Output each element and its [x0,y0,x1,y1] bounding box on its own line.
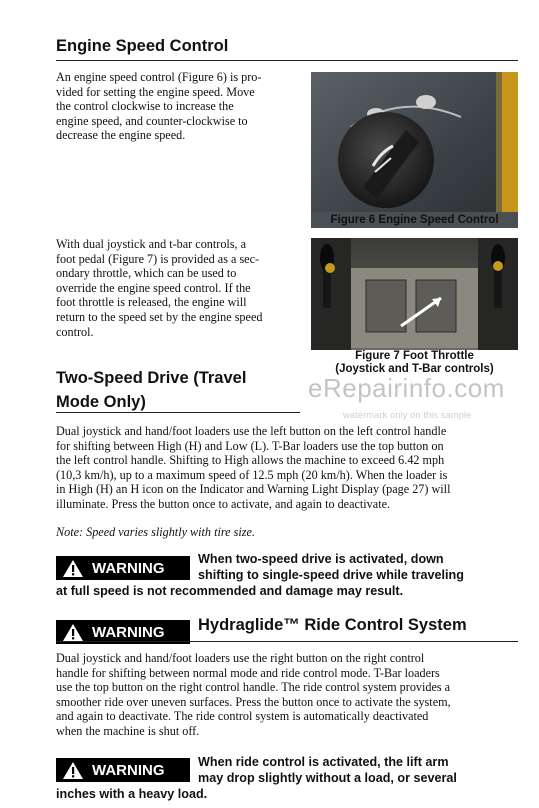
warning-line: shifting to single-speed drive while traveling [198,568,464,582]
warning-label: WARNING [92,623,165,641]
text-line: decrease the engine speed. [56,128,186,143]
text-line: illuminate. Press the button once to activate, and again to deactivate. [56,496,391,511]
section-title-hydraglide: Hydraglide™ Ride Control System [198,616,467,634]
figure-6-caption: Figure 6 Engine Speed Control [330,214,499,226]
text-line: foot throttle is released, the engine will [56,295,247,310]
figure-7-caption-line2: (Joystick and T-Bar controls) [335,363,494,375]
warning-line: inches with a heavy load. [56,787,208,801]
warning-line: at full speed is not recommended and damage may result. [56,584,404,598]
text-line: Dual joystick and hand/foot loaders use the left button on the left control handle [56,424,447,438]
text-line: Dual joystick and hand/foot loaders use the right button on the right control [56,651,425,665]
paragraph-foot-throttle [56,237,294,339]
paragraph-engine-speed [56,70,294,143]
text-line: the control clockwise to increase the [56,99,234,114]
text-line: use the top button on the right control handle. The ride control system provides a [56,680,451,695]
text-line: when the machine is shut off. [56,723,200,738]
warning-line: may drop slightly without a load, or several [198,771,457,785]
text-line: handle for shifting between normal mode and ride control mode. T-Bar loaders [56,665,440,680]
paragraph-two-speed [56,424,518,512]
warning-text-two-speed [56,551,518,599]
section-rule [56,60,518,61]
text-line: vided for setting the engine speed. Move [56,84,255,99]
paragraph-ride-control [56,651,518,739]
figure-7-caption-line1: Figure 7 Foot Throttle [355,350,474,362]
text-line: An engine speed control (Figure 6) is pro- [56,70,262,84]
warning-line: When ride control is activated, the lift arm [198,755,449,769]
note-speed: Note: Speed varies slightly with tire size. [56,525,255,539]
text-line: With dual joystick and t-bar controls, a [56,237,247,251]
text-line: in High (H) an H icon on the Indicator and Warning Light Display (page 27) will [56,482,451,497]
warning-label: WARNING [92,559,165,577]
section-title-engine-speed: Engine Speed Control [56,37,229,55]
section-rule [56,412,300,413]
figure-6-photo [311,72,518,228]
warning-text-ride-control [56,754,518,802]
text-line: engine speed, and counter-clockwise to [56,113,248,128]
figure-7-photo [311,238,518,350]
text-line: (10,3 km/h), up to a maximum speed of 12.5 mph (20 km/h). When the loader is [56,467,448,482]
text-line: ondary throttle, which can be used to [56,266,237,281]
foot-throttle-image [311,238,518,350]
text-line: override the engine speed control. If the [56,280,251,295]
warning-triangle-icon [62,623,84,642]
watermark-text: eRepairinfo.com [308,373,505,403]
text-line: and again to deactivate. The ride control system is automatically deactivated [56,709,429,724]
section-title-line1: Two-Speed Drive (Travel [56,369,247,387]
section-title-line2: Mode Only) [56,393,146,411]
text-line: the left control handle. Shifting to High allows the machine to exceed 6.42 mph [56,453,445,468]
text-line: control. [56,324,94,339]
engine-speed-dial-image [311,72,518,228]
section-title-two-speed [56,366,246,414]
text-line: return to the speed set by the engine speed [56,309,263,324]
text-line: smoother ride over uneven surfaces. Press the button once to activate the system, [56,694,451,709]
text-line: for shifting between High (H) and Low (L). T-Bar loaders use the top button on [56,438,444,453]
warning-label: WARNING [92,761,165,779]
warning-line: When two-speed drive is activated, down [198,552,444,566]
watermark-subtext: watermark only on this sample [343,410,472,421]
section-rule [56,641,518,642]
text-line: foot pedal (Figure 7) is provided as a sec- [56,251,260,266]
